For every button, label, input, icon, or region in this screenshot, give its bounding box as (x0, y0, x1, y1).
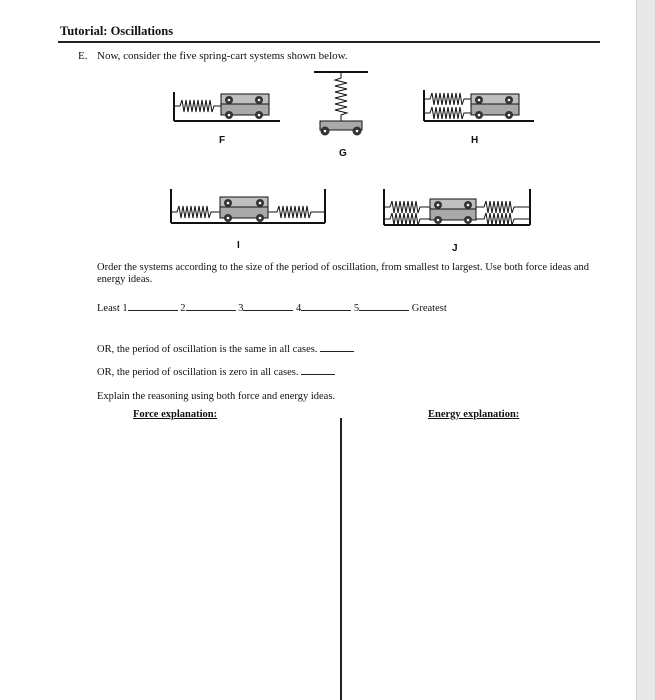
system-label-i: I (237, 240, 240, 251)
section-label: E. (78, 50, 88, 62)
page-title: Tutorial: Oscillations (60, 24, 174, 38)
ranking-row (97, 300, 447, 315)
instructions-text: Order the systems according to the size of the period of oscillation, from smallest to largest. Use both force ideas and energy ideas. (97, 262, 590, 285)
section-intro: Now, consider the five spring-cart systems shown below. (97, 50, 348, 62)
rank-label-4: 4 (296, 303, 302, 314)
system-label-j: J (452, 243, 458, 254)
rank-blank-4[interactable] (301, 300, 351, 311)
energy-explanation-heading: Energy explanation: (428, 409, 520, 420)
spring-cart-diagram-g (310, 64, 372, 142)
force-explanation-heading: Force explanation: (133, 409, 218, 420)
alt-same-text: OR, the period of oscillation is the same in all cases. (97, 344, 318, 355)
rank-blank-5[interactable] (359, 300, 409, 311)
explain-prompt: Explain the reasoning using both force and energy ideas. (97, 391, 336, 402)
header-rule (58, 41, 600, 43)
page-edge (636, 0, 655, 700)
alt-zero-blank[interactable] (301, 364, 335, 375)
system-label-g: G (339, 148, 347, 159)
spring-cart-diagram-i (165, 185, 330, 235)
rank-label-5: 5 (353, 303, 360, 314)
column-divider (340, 418, 342, 700)
spring-cart-diagram-f (168, 84, 283, 129)
alt-same-row (97, 341, 354, 356)
rank-blank-1[interactable] (128, 300, 178, 311)
rank-greatest-label: Greatest (411, 303, 447, 314)
energy-answer-area[interactable] (350, 430, 600, 692)
rank-blank-2[interactable] (186, 300, 236, 311)
system-label-h: H (471, 135, 479, 146)
rank-label-2: 2 (180, 303, 186, 314)
spring-cart-diagram-j (378, 185, 538, 237)
alt-same-blank[interactable] (320, 341, 354, 352)
system-label-f: F (219, 135, 226, 146)
rank-blank-3[interactable] (243, 300, 293, 311)
rank-label-3: 3 (238, 303, 244, 314)
rank-least-label: Least 1 (97, 303, 128, 314)
force-answer-area[interactable] (97, 430, 333, 692)
alt-zero-row (97, 364, 335, 379)
spring-cart-diagram-h (418, 84, 536, 129)
alt-zero-text: OR, the period of oscillation is zero in all cases. (97, 367, 299, 378)
